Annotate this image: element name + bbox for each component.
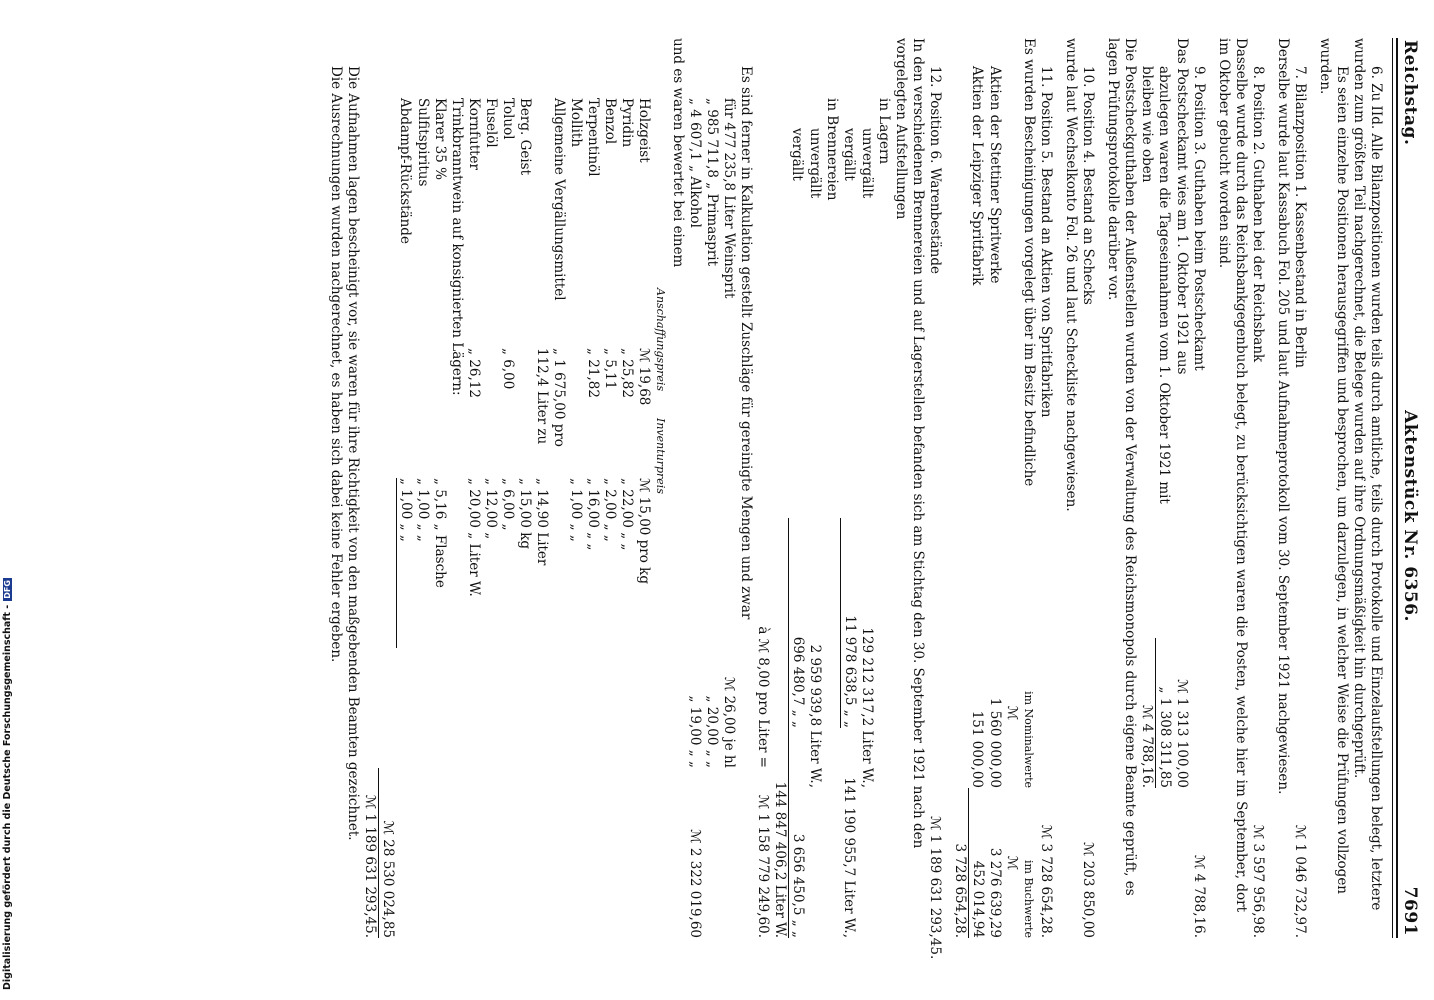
prices-header [652,38,669,938]
inv-row-label: vergällt [789,128,805,181]
inv-grand-total-row [771,38,788,938]
closing-line-2 [327,38,344,938]
price-row [635,38,652,938]
paragraph-8-amount: ℳ 3 597 956,98. [1250,824,1266,938]
paragraph-11-amount: ℳ 3 728 654,28. [1038,824,1054,938]
price-row [618,38,635,938]
price-row-cost: „ 25,82 [619,348,635,398]
kalk-intro: Es sind ferner in Kalkulation gestellt Zuschläge für gereinigte Mengen und zwar [738,66,754,620]
paragraph-10-cont-text: wurde laut Wechselkonto Fol. 26 und laut Scheckliste nachgewiesen. [1063,38,1079,512]
kalk-tail-row [669,38,686,938]
paragraph-6 [1350,38,1384,938]
price-row-cost: „ 21,82 [585,348,601,398]
price-row [567,38,584,938]
closing-line-1-text: Die Aufnahmen lagen bescheinigt vor, sie waren für ihre Richtigkeit von den maßgebenden Beamten gezeichnet. [345,66,361,841]
kalk-row-label: „ 4 607,1 „ Alkohol [687,98,703,228]
inv-price-row [754,38,771,938]
closing-line-2-text: Die Ausrechnungen wurden nachgerechnet, es haben sich dabei keine Fehler ergeben. [328,66,344,663]
inv-row [806,38,823,938]
price-row-inventory: „ 14,90 Liter [534,478,550,566]
price-row-inventory: „ 1,00 „ „ [396,478,414,648]
price-row-label: Trinkbranntwein auf konsignierten Lägern: [449,98,465,396]
price-row-label: Allgemeine Vergällungsmittel [551,98,567,301]
price-row-inventory: „ 5,16 „ Flasche [432,478,448,588]
kalk-row-rate: „ 20,00 „ „ [704,695,720,768]
kalk-row [686,38,703,938]
price-row-label: Fuselöl [483,98,499,148]
inv-brenn-total: 3 656 450,5 „ „ [788,728,806,938]
inv-row-value: 696 480,7 „ „ [788,518,806,728]
p9-line-1-amount: ℳ 1 313 100,00 [1174,679,1190,788]
paragraph-8-cont [1215,38,1249,938]
price-row-cost: „ 26,12 [466,348,482,398]
paragraph-12-cont [892,38,926,938]
paragraph-9 [1190,38,1207,938]
kalk-row-label: „ 985 711,8 „ Primasprit [704,98,720,267]
paragraph-9-cont [1104,38,1138,938]
paragraph-11-cont: Es wurden Bescheinigungen vorgelegt über im Besitz befindliche [1021,38,1037,487]
inv-row-value: 129 212 317,2 Liter W., [859,627,875,788]
paragraph-12 [926,38,943,960]
price-row [396,38,414,938]
p9-line-3 [1138,38,1155,938]
price-row-inventory: „ 15,00 kg [517,478,533,550]
col-nominal-unit: ℳ [1004,705,1020,721]
price-row-cost: „ 1 675,00 pro [551,348,567,447]
price-row [431,38,448,938]
price-row [516,38,533,938]
price-row [414,38,431,938]
paragraph-12-cont-text: In den verschiedenen Brennereien und auf Lagerstellen befanden sich am Stichtag den 30. September 1921 nach den vorgelegten Aufstellungen [893,38,926,849]
aktien-total: 3 728 654,28. [952,843,968,938]
paragraph-7-cont [1274,38,1291,938]
price-row-inventory: „ 2,00 „ „ [602,478,618,542]
kalk-row [720,38,737,938]
inv-lager-total: 141 190 955,7 Liter W., [841,777,857,938]
paragraph-10-text: 10. Position 4. Bestand an Schecks [1080,66,1096,305]
p9-line-1 [1173,38,1190,938]
price-row-inventory: „ 6,00 „ [500,478,516,531]
kalk-intro-row [737,38,754,938]
col-book-header: im Buchwerte [1022,860,1035,938]
paragraph-7 [1291,38,1308,938]
aktien-row-label: Aktien der Leipziger Spritfabrik [969,66,985,286]
price-row-inventory: „ 1,00 „ „ [568,478,584,542]
inv-row [858,38,875,938]
price-row [465,38,482,938]
price-row [533,38,550,938]
paragraph-10 [1079,38,1096,938]
price-row [550,38,567,938]
price-row-cost: ℳ 19,68 [636,348,652,406]
price-row-label: Terpentinöl [585,98,601,177]
p9-line-2 [1155,38,1173,938]
inv-lager-label: in Lagern [876,98,892,165]
aktien-total-row [951,38,968,938]
aktien-row [986,38,1003,938]
header-left: Reichstag. [1400,40,1420,146]
price-row-label: Benzol [602,98,618,145]
inv-price-amount: ℳ 1 158 779 249,60. [755,794,771,938]
price-row-label: Klarer 35 % [432,98,448,180]
paragraph-8-cont-text: Dasselbe wurde durch das Reichsbankgegenbuch belegt, zu berücksichtigen waren die Posten, welche hier im September, dort im Oktober gebucht worden sind. [1216,38,1249,912]
paragraph-12-text: 12. Position 6. Warenbestände [927,66,943,274]
digitization-credit [2,578,13,990]
kalk-row-rate: ℳ 26,00 je hl [721,676,737,768]
paragraph-11-text: 11. Position 5. Bestand an Aktien von Spritfabriken [1038,66,1054,418]
kalk-row-rate: „ 19,00 „ „ [687,695,703,768]
aktien-row-nominal: 151 000,00 [969,710,985,788]
inv-brenn-heading [823,38,840,938]
inv-row [788,38,806,938]
paragraph-7-cont-text: Derselbe wurde laut Kassabuch Fol. 205 und laut Aufnahmeprotokoll vom 30. September 1921 nachgewiesen. [1275,38,1291,795]
paragraph-9-text: 9. Position 3. Guthaben beim Postscheckamt [1191,66,1207,371]
price-row-inventory: „ 1,00 „ „ [415,478,431,542]
page-number: 7691 [1400,886,1420,936]
price-row-cost: „ 5,11 [602,348,618,390]
paragraph-9-amount: ℳ 4 788,16. [1191,854,1207,938]
aktien-unit-row [1003,38,1020,938]
inv-lager-heading [875,38,892,938]
inv-row-label: unvergällt [859,128,875,199]
price-row-inventory: „ 16,00 „ „ [585,478,601,551]
price-table [396,38,652,938]
p9-line-2-amount: „ 1 308 311,85 [1155,638,1173,788]
page-header [1396,38,1418,938]
paragraph-11 [1037,38,1054,938]
paragraph-10-amount: ℳ 203 850,00 [1080,841,1096,938]
inv-price-line: à ℳ 8,00 pro Liter = [755,626,771,768]
inv-row-label: unvergällt [807,128,823,199]
document-page [38,38,1420,960]
aktien-row-book: 3 276 639,29 [987,847,1003,938]
kalk-total: ℳ 2 322 019,60 [687,829,703,938]
prices-final: ℳ 1 189 631 293,45. [362,794,378,938]
inv-brenn-label: in Brennereien [824,98,840,201]
paragraph-10-cont [1062,38,1079,938]
credit-text: Digitalisierung gefördert durch die Deutsche Forschungsgemeinschaft - [2,604,13,990]
inv-row-value: 11 978 638,5 „ „ [840,518,858,728]
prices-head-cost: Anschaffungspreis [654,288,667,392]
paragraph-6-cont [1316,38,1350,938]
paragraph-6-text: 6. Zu IId. Alle Bilanzpositionen wurden teils durch amtliche, teils durch Protokolle und Einzelaufstellungen belegt, letztere wurden zum größten Teil nachgerechnet, die Belege wurden auf ihre Ordnungsmäßigkeit hin durchgeprüft. [1351,38,1384,911]
p9-line-3-label: bleiben wie oben [1139,66,1155,183]
aktien-row-label: Aktien der Stettiner Spritwerke [987,66,1003,284]
header-rule [1392,38,1393,938]
kalk-row-label: für 477 235,8 Liter Weinsprit [721,98,737,299]
dfg-logo: DFG [3,580,12,599]
price-row [482,38,499,938]
price-row-inventory: „ 12,00 „ [483,478,499,540]
price-row [584,38,601,938]
price-row-label: Sulfitspiritus [415,98,431,187]
closing-line-1 [344,38,361,938]
aktien-row-book: 452 014,94 [968,788,986,938]
kalk-tail: und es waren bewertet bei einem [670,38,686,268]
price-row-label: Pyridin [619,98,635,148]
col-book-unit: ℳ [1004,855,1020,871]
paragraph-8-text: 8. Position 2. Guthaben bei der Reichsbank [1250,66,1266,363]
p9-line-3-amount: ℳ 4 788,16. [1139,704,1155,788]
price-row-label: Kornfutter [466,98,482,170]
inv-grand-total: 144 847 406,2 Liter W. [772,781,788,938]
paragraph-12-amount: ℳ 1 189 631 293,45. [927,816,943,960]
price-row [499,38,516,938]
header-title: Aktenstück Nr. 6356. [1400,410,1420,622]
p9-line-2-label: abzulegen waren die Tageseinnahmen vom 1. Oktober 1921 mit [1156,66,1172,504]
col-nominal-header: im Nominalwerte [1022,691,1035,788]
prices-final-row [361,38,378,938]
price-row-inventory: „ 20,00 „ Liter W. [466,478,482,597]
paragraph-7-amount: ℳ 1 046 732,97. [1292,824,1308,938]
price-row-inventory: ℳ 15,00 pro kg [636,478,652,585]
prices-head-inv: Inventurpreis [654,418,667,494]
aktien-row-nominal: 1 560 000,00 [987,697,1003,788]
paragraph-9-cont-text: Die Postscheckguthaben der Außenstellen wurden von der Verwaltung des Reichsmonopols durch eigene Beamte geprüft, es lagen Prüfungsprotokolle darüber vor. [1105,38,1138,896]
inv-row-label: vergällt [841,128,857,181]
price-row-inventory: „ 22,00 „ „ [619,478,635,551]
prices-subtotal: ℳ 28 530 024,85 [378,768,396,938]
paragraph-8 [1249,38,1266,938]
price-row [601,38,618,938]
inv-row-value: 2 959 939,8 Liter W., [807,644,823,788]
price-row-label: Berg. Geist [517,98,533,176]
price-row-cost: „ 6,00 [500,348,516,390]
price-row-label: Toluol [500,98,516,140]
inv-row [840,38,858,938]
price-row-label: Holzgeist [636,98,652,163]
price-row [448,38,465,938]
p9-line-1-label: Das Postscheckamt wies am 1. Oktober 1921 aus [1174,38,1190,375]
kalk-row [703,38,720,938]
paragraph-6-cont-text: Es seien einzelne Positionen herausgegriffen und besprochen, um darzulegen, in welcher Weise die Prüfungen vollzogen wurden. [1317,38,1350,895]
price-row-label: Abdampf-Rückstände [397,98,413,244]
price-row-cost: 112,4 Liter zu [534,348,550,445]
aktien-col-headers [1020,38,1037,938]
prices-subtotal-row [378,38,396,938]
price-row-label: Mollith [568,98,584,148]
paragraph-7-text: 7. Bilanzposition 1. Kassenbestand in Berlin [1292,66,1308,368]
aktien-row [968,38,986,938]
